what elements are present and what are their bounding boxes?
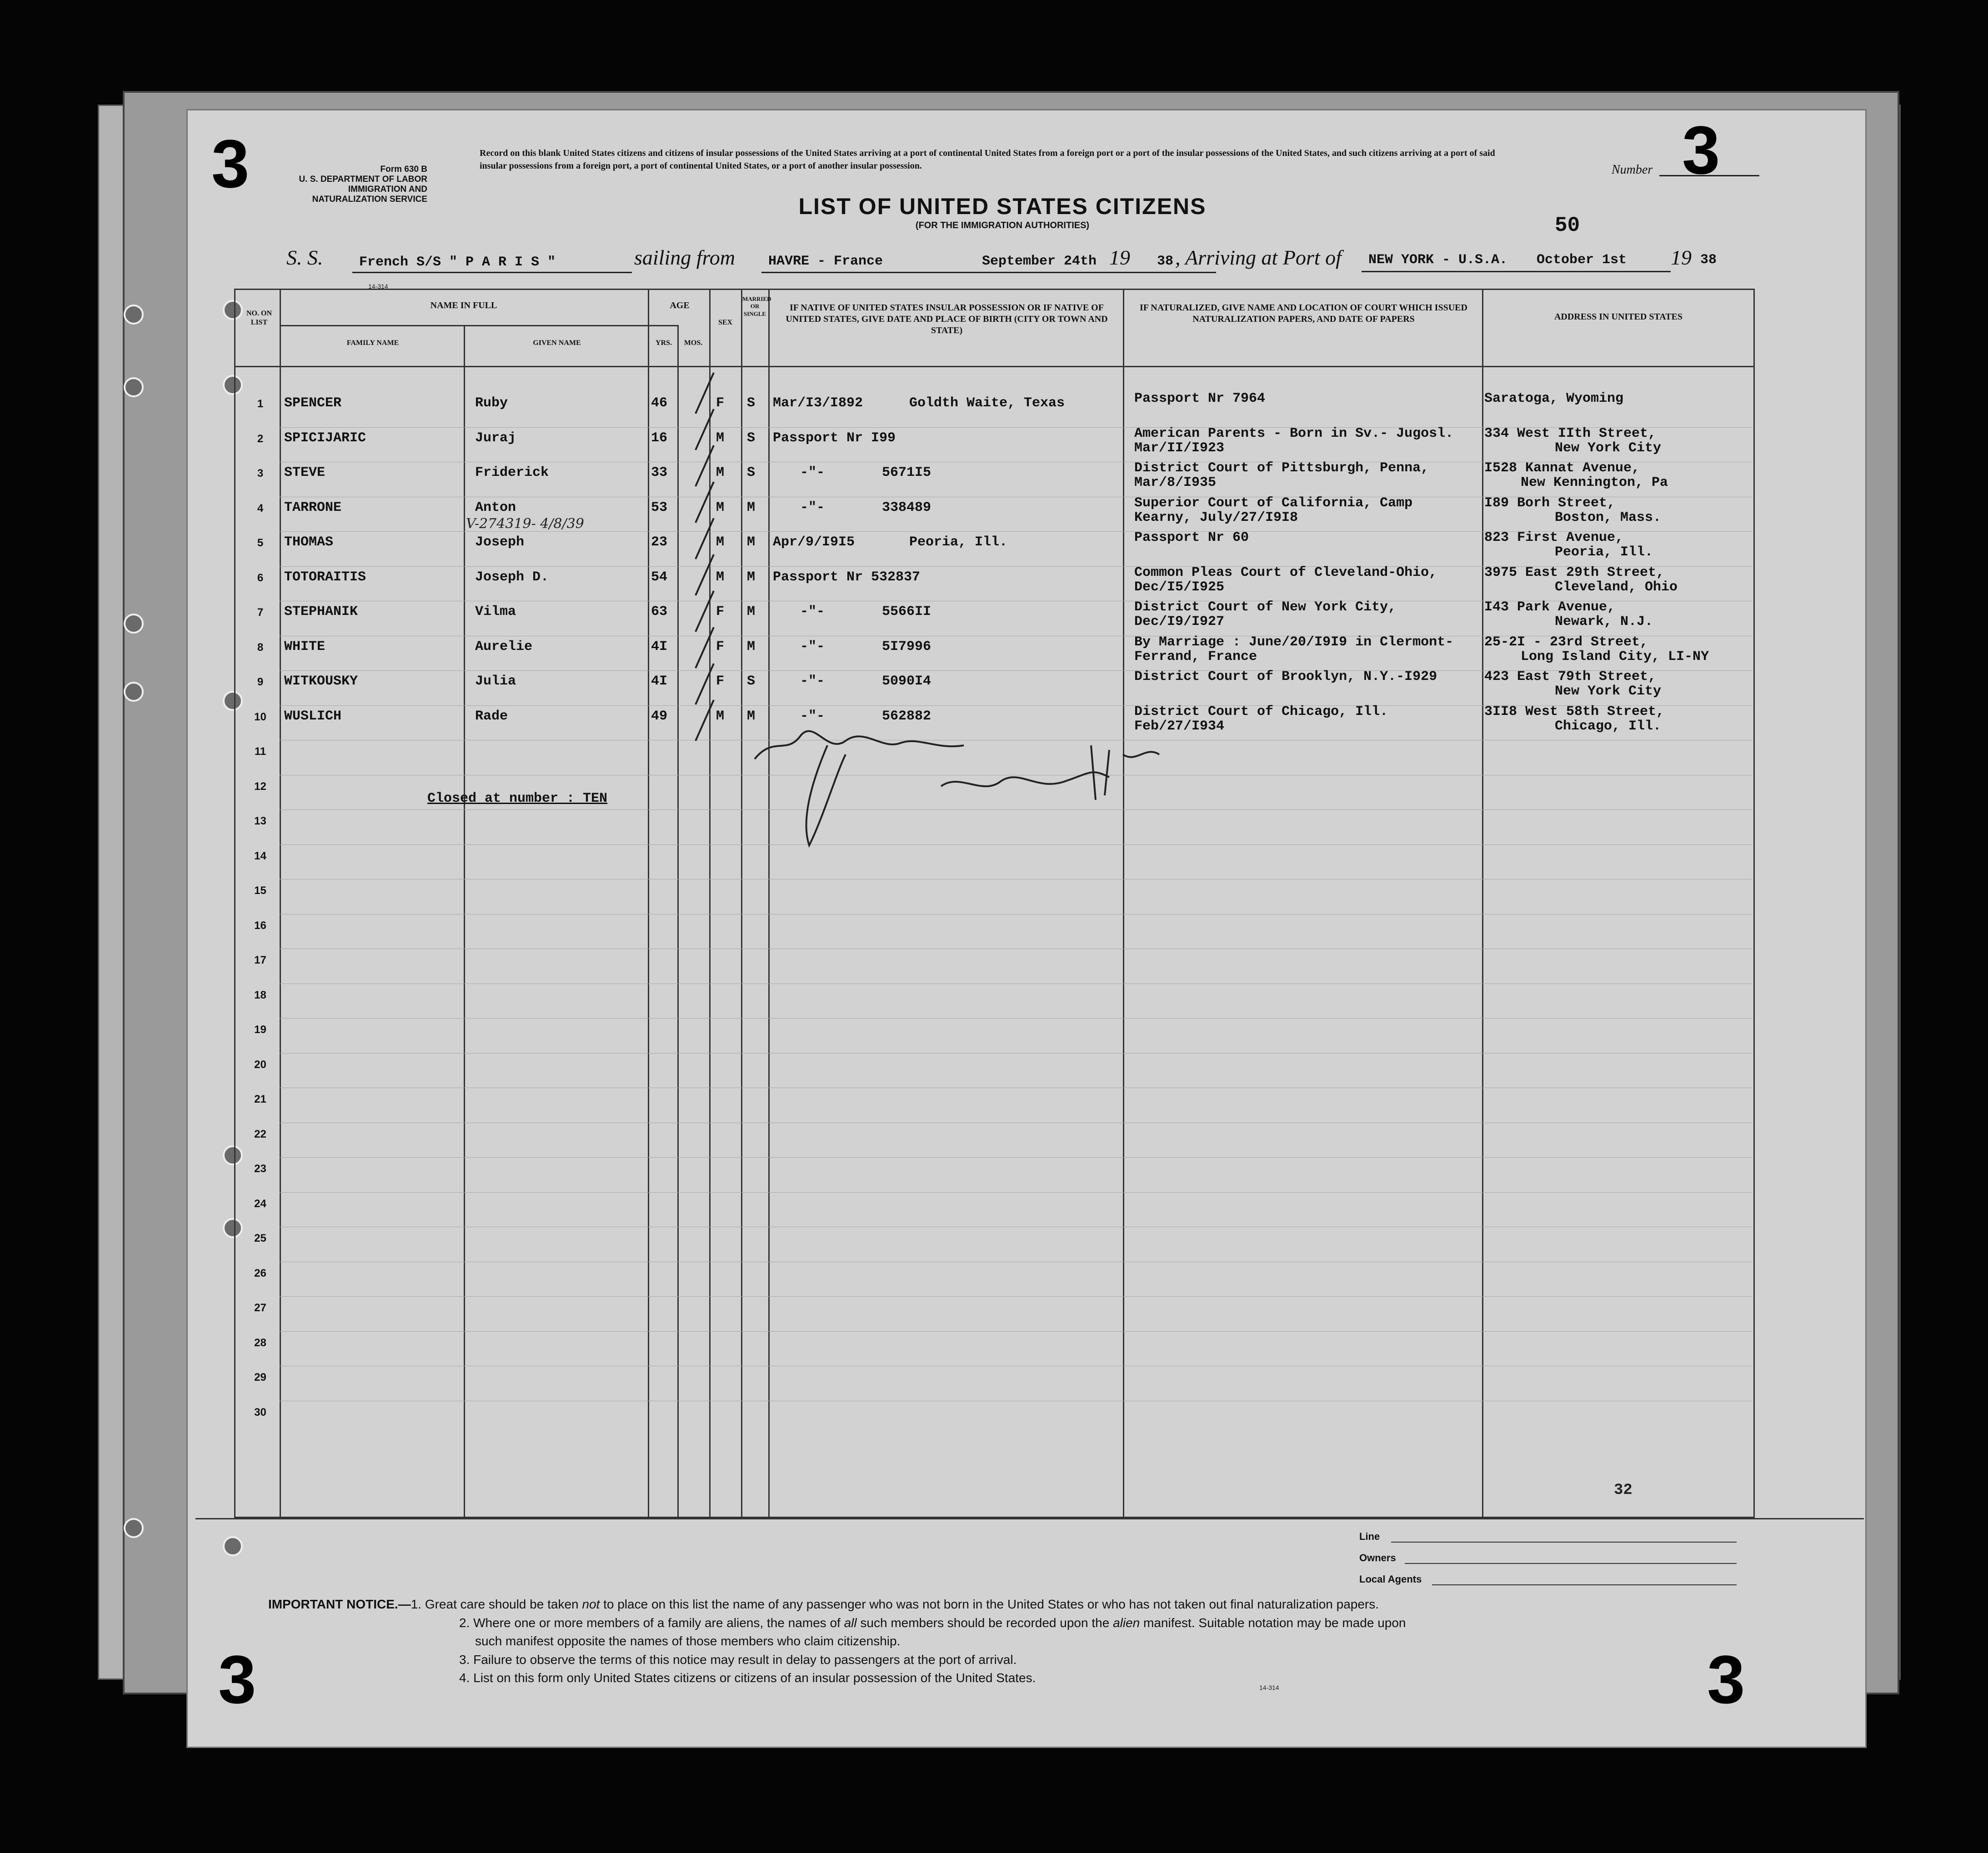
marital-status-cell: M	[747, 708, 756, 724]
ship-name: French S/S " P A R I S "	[359, 255, 556, 270]
sex-cell: M	[716, 534, 725, 550]
list-title: LIST OF UNITED STATES CITIZENS	[798, 194, 1207, 219]
col-divider	[648, 289, 649, 1518]
naturalization-line1-cell: Passport Nr 60	[1134, 530, 1249, 545]
naturalization-line2-cell: Feb/27/I934	[1134, 718, 1225, 734]
birth-or-passport-cell: -"-	[800, 604, 825, 619]
arrival-date: October 1st	[1537, 252, 1627, 268]
list-stamp-number: 50	[1555, 214, 1580, 237]
binder-hole	[124, 614, 144, 634]
service-name: IMMIGRATION AND NATURALIZATION SERVICE	[312, 184, 427, 204]
family-name-cell: SPENCER	[284, 395, 342, 411]
row-rule	[280, 1018, 1753, 1019]
birth-place-or-number-cell: 5090I4	[882, 674, 931, 689]
header-naturalization: IF NATURALIZED, GIVE NAME AND LOCATION OF COURT WHICH ISSUED NATURALIZATION PAPERS, AND DATE OF PAPERS	[1140, 303, 1467, 324]
birth-place-or-number-cell: 5I7996	[882, 639, 931, 654]
row-number: 24	[254, 1197, 266, 1210]
notice-item-2-em: all	[844, 1615, 857, 1630]
line-label: Line	[1359, 1531, 1380, 1542]
birth-place-or-number-cell: 5566II	[882, 604, 931, 619]
address-line1-cell: 334 West IIth Street,	[1484, 425, 1657, 441]
row-number: 2	[257, 432, 264, 445]
sex-cell: M	[716, 430, 725, 446]
address-line1-cell: 25-2I - 23rd Street,	[1484, 634, 1648, 650]
row-number: 16	[254, 919, 266, 932]
naturalization-line2-cell: Mar/8/I935	[1134, 475, 1217, 490]
address-line2-cell: Cleveland, Ohio	[1555, 579, 1678, 595]
row-number: 30	[254, 1406, 266, 1418]
row-number: 23	[254, 1163, 266, 1175]
departure-port: HAVRE - France	[768, 254, 883, 269]
row-number: 4	[257, 502, 264, 514]
birth-or-passport-cell: Passport Nr I99	[773, 430, 896, 446]
age-years-cell: 4I	[651, 674, 668, 689]
row-number: 1	[257, 398, 264, 410]
address-line2-cell: New York City	[1555, 684, 1662, 699]
local-agents-underline	[1432, 1584, 1737, 1585]
record-instructions: Record on this blank United States citizens and citizens of insular possessions of the United States arriving at a port of continental United States from a foreign port or a port of the insular possessions of the United States, and such citizens arriving at a port of said insular possessions from a foreign port, a port of continental United States, or a port of another insular possession.	[480, 148, 1495, 171]
number-label: Number	[1612, 163, 1653, 177]
birth-or-passport-cell: -"-	[800, 465, 825, 480]
notice-item-2-em2: alien	[1113, 1615, 1140, 1630]
family-name-cell: WHITE	[284, 639, 325, 654]
naturalization-line1-cell: Common Pleas Court of Cleveland-Ohio,	[1134, 564, 1437, 580]
sheet-number-bottom-right: 3	[1707, 1641, 1745, 1718]
age-years-cell: 33	[651, 465, 668, 480]
sheet-number-bottom-left: 3	[218, 1641, 256, 1718]
page-hole	[223, 1536, 243, 1556]
notice-item-1a: 1. Great care should be taken	[411, 1597, 582, 1611]
age-years-cell: 49	[651, 708, 668, 724]
sheet-number-top-right: 3	[1682, 112, 1720, 188]
row-number: 17	[254, 954, 266, 966]
header-address: ADDRESS IN UNITED STATES	[1554, 312, 1683, 322]
form-number: Form 630 B	[380, 165, 427, 174]
departure-year: 38	[1157, 254, 1174, 269]
given-name-cell: Julia	[475, 674, 516, 689]
list-subtitle: (FOR THE IMMIGRATION AUTHORITIES)	[915, 220, 1090, 230]
birth-place-or-number-cell: 562882	[882, 708, 931, 724]
age-years-cell: 4I	[651, 639, 668, 654]
departure-year-prefix: 19	[1109, 246, 1130, 269]
row-number: 28	[254, 1336, 266, 1349]
notice-item-2c: manifest. Suitable notation may be made upon	[1140, 1615, 1406, 1630]
handwritten-visa-note: V-274319- 4/8/39	[466, 516, 584, 532]
header-family-name: FAMILY NAME	[346, 339, 399, 347]
given-name-cell: Friderick	[475, 465, 549, 480]
row-number: 8	[257, 641, 264, 654]
important-notice	[268, 1595, 1746, 1688]
address-line1-cell: 3975 East 29th Street,	[1484, 564, 1665, 580]
address-line1-cell: I43 Park Avenue,	[1484, 599, 1616, 615]
row-number: 18	[254, 989, 266, 1001]
sex-cell: M	[716, 499, 725, 515]
birth-place-or-number-cell: Peoria, Ill.	[909, 534, 1008, 550]
header-age: AGE	[670, 300, 690, 310]
footer-print-code: 14-314	[1259, 1684, 1279, 1691]
sex-cell: F	[716, 395, 725, 411]
row-number: 27	[254, 1302, 266, 1314]
marital-status-cell: S	[747, 465, 756, 480]
department-name: U. S. DEPARTMENT OF LABOR	[299, 174, 427, 184]
owners-label: Owners	[1359, 1552, 1396, 1563]
marital-status-cell: M	[747, 534, 756, 550]
row-rule	[280, 1331, 1753, 1332]
sex-cell: F	[716, 639, 725, 654]
marital-status-cell: S	[747, 430, 756, 446]
given-name-cell: Vilma	[475, 604, 516, 619]
page-tally: 32	[1614, 1482, 1632, 1499]
family-name-cell: TOTORAITIS	[284, 569, 366, 585]
notice-item-3: 3. Failure to observe the terms of this notice may result in delay to passengers at the port of arrival.	[459, 1652, 1017, 1667]
notice-item-1-em: not	[582, 1597, 600, 1611]
row-number: 11	[254, 745, 266, 758]
row-number: 20	[254, 1058, 266, 1071]
birth-or-passport-cell: -"-	[800, 639, 825, 654]
arriving-label: , Arriving at Port of	[1175, 246, 1342, 269]
given-name-cell: Joseph D.	[475, 569, 549, 585]
header-years: YRS.	[655, 339, 672, 347]
row-rule	[280, 1053, 1753, 1054]
birth-or-passport-cell: Apr/9/I9I5	[773, 534, 855, 550]
header-no-on-list: NO. ON LIST	[246, 310, 272, 326]
age-years-cell: 54	[651, 569, 668, 585]
given-name-cell: Joseph	[475, 534, 525, 550]
address-line2-cell: Boston, Mass.	[1555, 509, 1662, 525]
row-number: 13	[254, 815, 266, 827]
family-name-cell: WITKOUSKY	[284, 674, 358, 689]
header-sex: SEX	[718, 319, 733, 326]
address-line1-cell: 3II8 West 58th Street,	[1484, 704, 1665, 719]
binder-hole	[124, 1518, 144, 1538]
naturalization-line2-cell: Ferrand, France	[1134, 649, 1257, 664]
row-number: 12	[254, 780, 266, 793]
family-name-cell: STEPHANIK	[284, 604, 358, 619]
family-name-cell: SPICIJARIC	[284, 430, 366, 446]
arrival-port: NEW YORK - U.S.A.	[1368, 252, 1508, 268]
given-name-cell: Juraj	[475, 430, 516, 446]
birth-place-or-number-cell: 338489	[882, 499, 931, 515]
row-number: 6	[257, 571, 264, 584]
sheet-number-top-left: 3	[211, 125, 250, 202]
age-years-cell: 16	[651, 430, 668, 446]
row-number: 19	[254, 1024, 266, 1036]
row-number: 9	[257, 676, 264, 688]
row-number: 5	[257, 537, 264, 549]
marital-status-cell: S	[747, 674, 756, 689]
binder-hole	[124, 682, 144, 702]
address-line2-cell: New Kennington, Pa	[1521, 475, 1668, 490]
arrival-underline	[1362, 271, 1671, 272]
birth-or-passport-cell: -"-	[800, 499, 825, 515]
age-years-cell: 23	[651, 534, 668, 550]
naturalization-line1-cell: District Court of Brooklyn, N.Y.-I929	[1134, 669, 1437, 684]
notice-item-1b: to place on this list the name of any passenger who was not born in the United States or who has not taken out final naturalization papers.	[600, 1597, 1379, 1611]
address-line1-cell: I89 Borh Street,	[1484, 495, 1616, 511]
notice-heading: IMPORTANT NOTICE.—	[268, 1597, 411, 1611]
address-line1-cell: 423 East 79th Street,	[1484, 669, 1657, 684]
marital-status-cell: M	[747, 604, 756, 619]
local-agents-label: Local Agents	[1359, 1573, 1422, 1585]
handwritten-signatures	[746, 718, 1182, 854]
address-line1-cell: I528 Kannat Avenue,	[1484, 460, 1640, 476]
sex-cell: M	[716, 465, 725, 480]
given-name-cell: Ruby	[475, 395, 508, 411]
row-number: 21	[254, 1093, 266, 1105]
row-number: 22	[254, 1128, 266, 1140]
birth-or-passport-cell: -"-	[800, 674, 825, 689]
naturalization-line1-cell: District Court of Chicago, Ill.	[1134, 704, 1388, 719]
row-rule	[280, 1157, 1753, 1158]
col-divider	[768, 289, 770, 1518]
address-line2-cell: Long Island City, LI-NY	[1521, 649, 1709, 664]
departure-date: September 24th	[982, 254, 1097, 269]
arrival-year-prefix: 19	[1671, 246, 1692, 269]
header-months: MOS.	[684, 339, 703, 347]
sex-cell: M	[716, 708, 725, 724]
marital-status-cell: S	[747, 395, 756, 411]
naturalization-line1-cell: By Marriage : June/20/I9I9 in Clermont-	[1134, 634, 1454, 650]
row-rule	[280, 1296, 1753, 1297]
naturalization-line2-cell: Kearny, July/27/I9I8	[1134, 509, 1298, 525]
sex-cell: F	[716, 674, 725, 689]
header-subdivider	[280, 325, 677, 326]
given-name-cell: Rade	[475, 708, 508, 724]
row-number: 3	[257, 467, 264, 479]
print-code: 14-314	[368, 283, 388, 290]
naturalization-line2-cell: Dec/I9/I927	[1134, 614, 1225, 629]
address-line1-cell: Saratoga, Wyoming	[1484, 391, 1624, 406]
header-bottom-rule	[234, 366, 1755, 367]
ship-underline	[352, 272, 632, 273]
row-number: 15	[254, 884, 266, 897]
naturalization-line2-cell: Mar/II/I923	[1134, 440, 1225, 456]
marital-status-cell: M	[747, 499, 756, 515]
family-name-cell: TARRONE	[284, 499, 342, 515]
age-years-cell: 63	[651, 604, 668, 619]
col-divider	[1482, 289, 1483, 1518]
naturalization-line1-cell: American Parents - Born in Sv.- Jugosl.	[1134, 425, 1454, 441]
row-number: 7	[257, 606, 264, 619]
sex-cell: F	[716, 604, 725, 619]
notice-item-4: 4. List on this form only United States citizens or citizens of an insular possession of the United States.	[459, 1671, 1036, 1685]
family-name-cell: WUSLICH	[284, 708, 342, 724]
row-number: 10	[254, 710, 266, 723]
arrival-year: 38	[1700, 252, 1717, 268]
naturalization-line1-cell: Superior Court of California, Camp	[1134, 495, 1413, 511]
row-rule	[280, 1192, 1753, 1193]
header-married-or-single: MARRIED OR SINGLE	[742, 295, 771, 317]
given-name-cell: Aurelie	[475, 639, 533, 654]
address-line1-cell: 823 First Avenue,	[1484, 530, 1624, 545]
birth-or-passport-cell: Passport Nr 532837	[773, 569, 921, 585]
given-name-cell: Anton	[475, 499, 516, 515]
address-line2-cell: New York City	[1555, 440, 1662, 456]
age-years-cell: 46	[651, 395, 668, 411]
table-bottom-rule	[195, 1518, 1864, 1519]
marital-status-cell: M	[747, 639, 756, 654]
form-identifier	[291, 165, 427, 204]
sex-cell: M	[716, 569, 725, 585]
family-name-cell: STEVE	[284, 465, 325, 480]
owners-underline	[1405, 1563, 1737, 1564]
naturalization-line1-cell: Passport Nr 7964	[1134, 391, 1266, 406]
naturalization-line2-cell: Dec/I5/I925	[1134, 579, 1225, 595]
ss-label: S. S.	[286, 246, 323, 269]
col-divider	[464, 325, 465, 1518]
birth-or-passport-cell: Mar/I3/I892	[773, 395, 863, 411]
row-number: 26	[254, 1267, 266, 1279]
line-underline	[1391, 1542, 1737, 1543]
naturalization-line1-cell: District Court of New York City,	[1134, 599, 1397, 615]
notice-item-2a: 2. Where one or more members of a family are aliens, the names of	[459, 1615, 844, 1630]
birth-place-or-number-cell: 5671I5	[882, 465, 931, 480]
row-number: 14	[254, 849, 266, 862]
header-name-in-full: NAME IN FULL	[430, 300, 497, 310]
closed-note: Closed at number : TEN	[427, 791, 608, 806]
birth-place-or-number-cell: Goldth Waite, Texas	[909, 395, 1065, 411]
row-number: 25	[254, 1232, 266, 1244]
binder-hole	[124, 305, 144, 325]
birth-or-passport-cell: -"-	[800, 708, 825, 724]
tally-slashes	[682, 364, 750, 750]
notice-item-2b: such members should be recorded upon the	[856, 1615, 1113, 1630]
col-divider	[280, 289, 281, 1518]
col-divider	[1123, 289, 1124, 1518]
naturalization-line1-cell: District Court of Pittsburgh, Penna,	[1134, 460, 1429, 476]
row-number: 29	[254, 1371, 266, 1384]
departure-underline	[761, 272, 1216, 273]
header-birth-place: IF NATIVE OF UNITED STATES INSULAR POSSESSION OR IF NATIVE OF UNITED STATES, GIVE DATE AND PLACE OF BIRTH (CITY OR TOWN AND STATE)	[786, 303, 1108, 335]
address-line2-cell: Newark, N.J.	[1555, 614, 1653, 629]
age-years-cell: 53	[651, 499, 668, 515]
col-divider	[677, 325, 679, 1518]
binder-hole	[124, 377, 144, 397]
number-underline	[1659, 175, 1759, 176]
address-line2-cell: Chicago, Ill.	[1555, 718, 1662, 734]
header-given-name: GIVEN NAME	[533, 339, 581, 347]
sailing-from-label: sailing from	[634, 246, 735, 269]
family-name-cell: THOMAS	[284, 534, 334, 550]
marital-status-cell: M	[747, 569, 756, 585]
address-line2-cell: Peoria, Ill.	[1555, 544, 1653, 560]
notice-item-2d: such manifest opposite the names of those members who claim citizenship.	[475, 1634, 901, 1648]
